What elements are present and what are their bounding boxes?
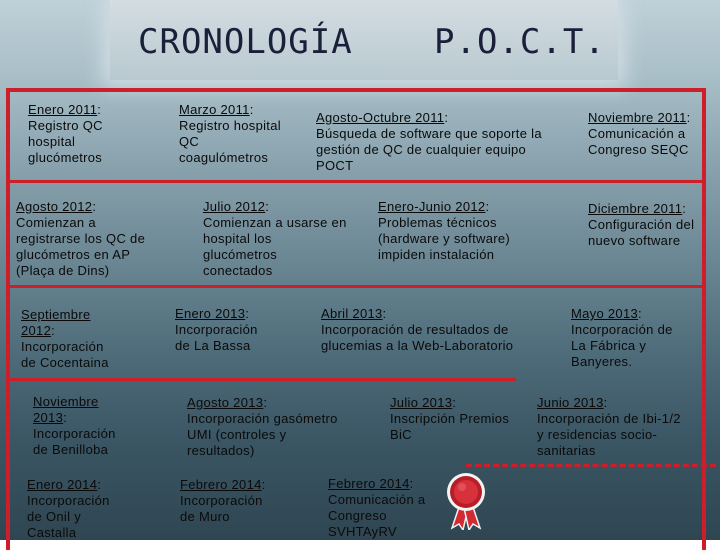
event-marzo-2011: Marzo 2011: Registro hospital QC coagulómetros [179,102,281,165]
row-divider-2 [6,285,706,288]
row-divider-3 [6,378,516,381]
page-subtitle: P.O.C.T. [434,22,606,62]
event-enero-junio-2012: Enero-Junio 2012: Problemas técnicos (hardware y software) impiden instalación [378,199,511,262]
event-enero-2013: Enero 2013: Incorporación de La Bassa [175,306,258,353]
event-noviembre-2011: Noviembre 2011: Comunicación a Congreso SEQC [588,110,691,157]
event-mayo-2013: Mayo 2013: Incorporación de La Fábrica y Banyeres. [571,306,673,369]
event-diciembre-2011: Diciembre 2011: Configuración del nuevo software [588,201,695,248]
row-divider-1 [6,180,706,183]
event-febrero-2014-congreso: Febrero 2014: Comunicación a Congreso SVHTAyRV [328,476,426,539]
event-julio-2012: Julio 2012: Comienzan a usarse en hospital los glucómetros conectados [203,199,347,278]
event-noviembre-2013: Noviembre 2013: Incorporación de Benilloba [33,394,116,457]
event-agosto-2013: Agosto 2013: Incorporación gasómetro UMI (controles y resultados) [187,395,338,458]
event-junio-2013: Junio 2013: Incorporación de Ibi-1/2 y residencias socio- sanitarias [537,395,681,458]
event-febrero-2014-muro: Febrero 2014: Incorporación de Muro [180,477,266,524]
award-ribbon-icon [442,470,490,530]
event-agosto-2012: Agosto 2012: Comienzan a registrarse los QC de glucómetros en AP (Plaça de Dins) [16,199,146,278]
event-julio-2013: Julio 2013: Inscripción Premios BiC [390,395,510,442]
event-septiembre-2012: Septiembre 2012: Incorporación de Cocentaina [21,307,109,370]
event-agosto-octubre-2011: Agosto-Octubre 2011: Búsqueda de software que soporte la gestión de QC de cualquier equipo POCT [316,110,542,173]
dashed-divider [466,464,716,467]
event-abril-2013: Abril 2013: Incorporación de resultados de glucemias a la Web-Laboratorio [321,306,514,353]
page-title: CRONOLOGÍA [138,22,353,62]
event-enero-2011: Enero 2011: Registro QC hospital glucómetros [28,102,103,165]
event-enero-2014: Enero 2014: Incorporación de Onil y Castalla [27,477,110,540]
